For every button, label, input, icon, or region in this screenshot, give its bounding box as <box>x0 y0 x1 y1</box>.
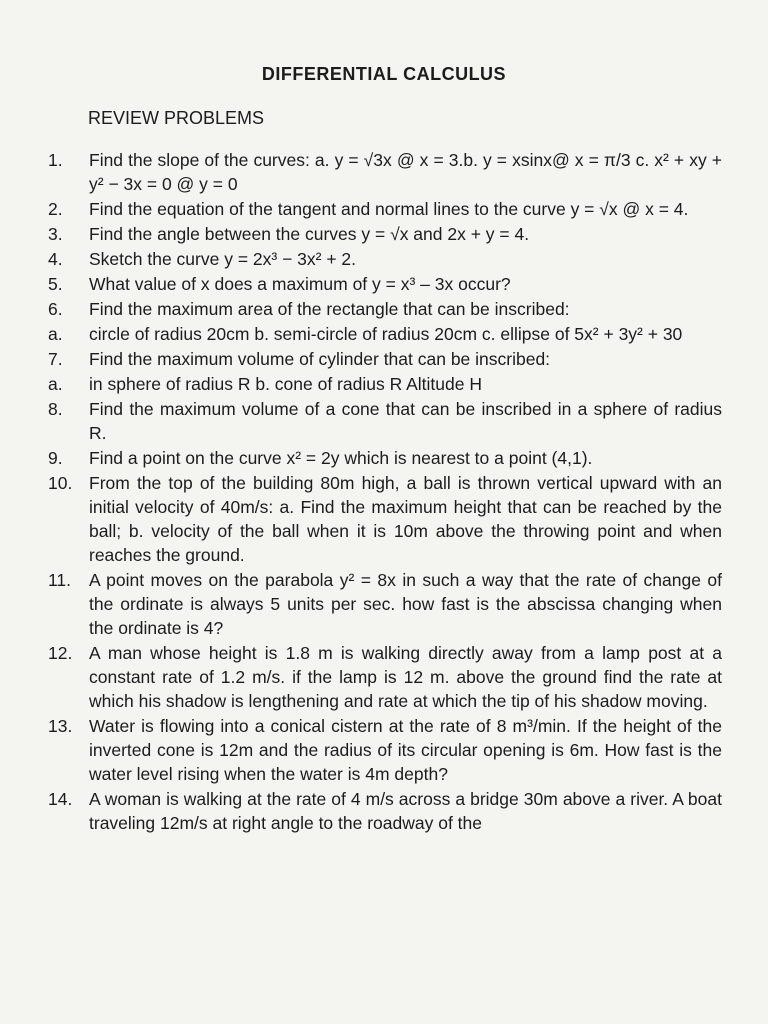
problem-text: circle of radius 20cm b. semi-circle of radius 20cm c. ellipse of 5x² + 3y² + 30 <box>89 324 683 344</box>
problem-item-9 <box>48 446 722 470</box>
problem-item-6 <box>48 297 722 321</box>
problem-number: 4. <box>48 249 63 269</box>
problem-number: 6. <box>48 299 63 319</box>
problem-subitem-7a <box>48 372 722 396</box>
problem-number: 1. <box>48 150 63 170</box>
problem-item-10 <box>48 471 722 567</box>
problem-number: 9. <box>48 448 63 468</box>
problem-text: What value of x does a maximum of y = x³ – 3x occur? <box>89 274 511 294</box>
problem-text: Find the maximum volume of a cone that can be inscribed in a sphere of radius R. <box>89 399 722 443</box>
problem-item-4 <box>48 247 722 271</box>
problem-number: a. <box>48 374 63 394</box>
problem-item-5 <box>48 272 722 296</box>
problem-item-2 <box>48 197 722 221</box>
problem-number: 3. <box>48 224 63 244</box>
problem-number: a. <box>48 324 63 344</box>
problem-item-8 <box>48 397 722 445</box>
problem-text: Find a point on the curve x² = 2y which is nearest to a point (4,1). <box>89 448 593 468</box>
problem-item-12 <box>48 641 722 713</box>
problem-list <box>48 148 722 836</box>
problem-number: 13. <box>48 716 73 736</box>
problem-text: Find the equation of the tangent and normal lines to the curve y = √x @ x = 4. <box>89 199 689 219</box>
problem-subitem-6a <box>48 322 722 346</box>
problem-number: 12. <box>48 643 73 663</box>
problem-number: 5. <box>48 274 63 294</box>
problem-text: Find the maximum area of the rectangle that can be inscribed: <box>89 299 570 319</box>
problem-number: 14. <box>48 789 73 809</box>
problem-text: A woman is walking at the rate of 4 m/s across a bridge 30m above a river. A boat traveling 12m/s at right angle to the roadway of the <box>89 789 722 833</box>
page-title: DIFFERENTIAL CALCULUS <box>261 64 507 84</box>
problem-number: 8. <box>48 399 63 419</box>
problem-text: A man whose height is 1.8 m is walking directly away from a lamp post at a constant rate of 1.2 m/s. if the lamp is 12 m. above the ground find the rate at which his shadow is lengthening and rate at which the tip of his shadow moving. <box>89 643 722 711</box>
problem-item-7 <box>48 347 722 371</box>
problem-text: in sphere of radius R b. cone of radius R Altitude H <box>89 374 482 394</box>
problem-number: 10. <box>48 473 73 493</box>
problem-text: Find the maximum volume of cylinder that can be inscribed: <box>89 349 551 369</box>
problem-text: From the top of the building 80m high, a ball is thrown vertical upward with an initial velocity of 40m/s: a. Find the maximum height that can be reached by the ball; b. velocity of the ball when it is 10m above the throwing point and when reaches the ground. <box>89 473 722 565</box>
problem-number: 2. <box>48 199 63 219</box>
problem-text: Water is flowing into a conical cistern at the rate of 8 m³/min. If the height of the inverted cone is 12m and the radius of its circular opening is 6m. How fast is the water level rising when the water is 4m depth? <box>89 716 722 784</box>
problem-item-11 <box>48 568 722 640</box>
problem-number: 11. <box>48 570 72 590</box>
problem-item-1 <box>48 148 722 196</box>
problem-text: Find the slope of the curves: a. y = √3x @ x = 3.b. y = xsinx@ x = π/3 c. x² + xy + y² − 3x = 0 @ y = 0 <box>89 150 722 194</box>
problem-text: A point moves on the parabola y² = 8x in such a way that the rate of change of the ordinate is always 5 units per sec. how fast is the abscissa changing when the ordinate is 4? <box>89 570 722 638</box>
problem-text: Sketch the curve y = 2x³ − 3x² + 2. <box>89 249 357 269</box>
problem-text: Find the angle between the curves y = √x and 2x + y = 4. <box>89 224 530 244</box>
problem-item-3 <box>48 222 722 246</box>
problem-item-14 <box>48 787 722 835</box>
section-heading: REVIEW PROBLEMS <box>88 108 265 128</box>
problem-item-13 <box>48 714 722 786</box>
problem-number: 7. <box>48 349 63 369</box>
